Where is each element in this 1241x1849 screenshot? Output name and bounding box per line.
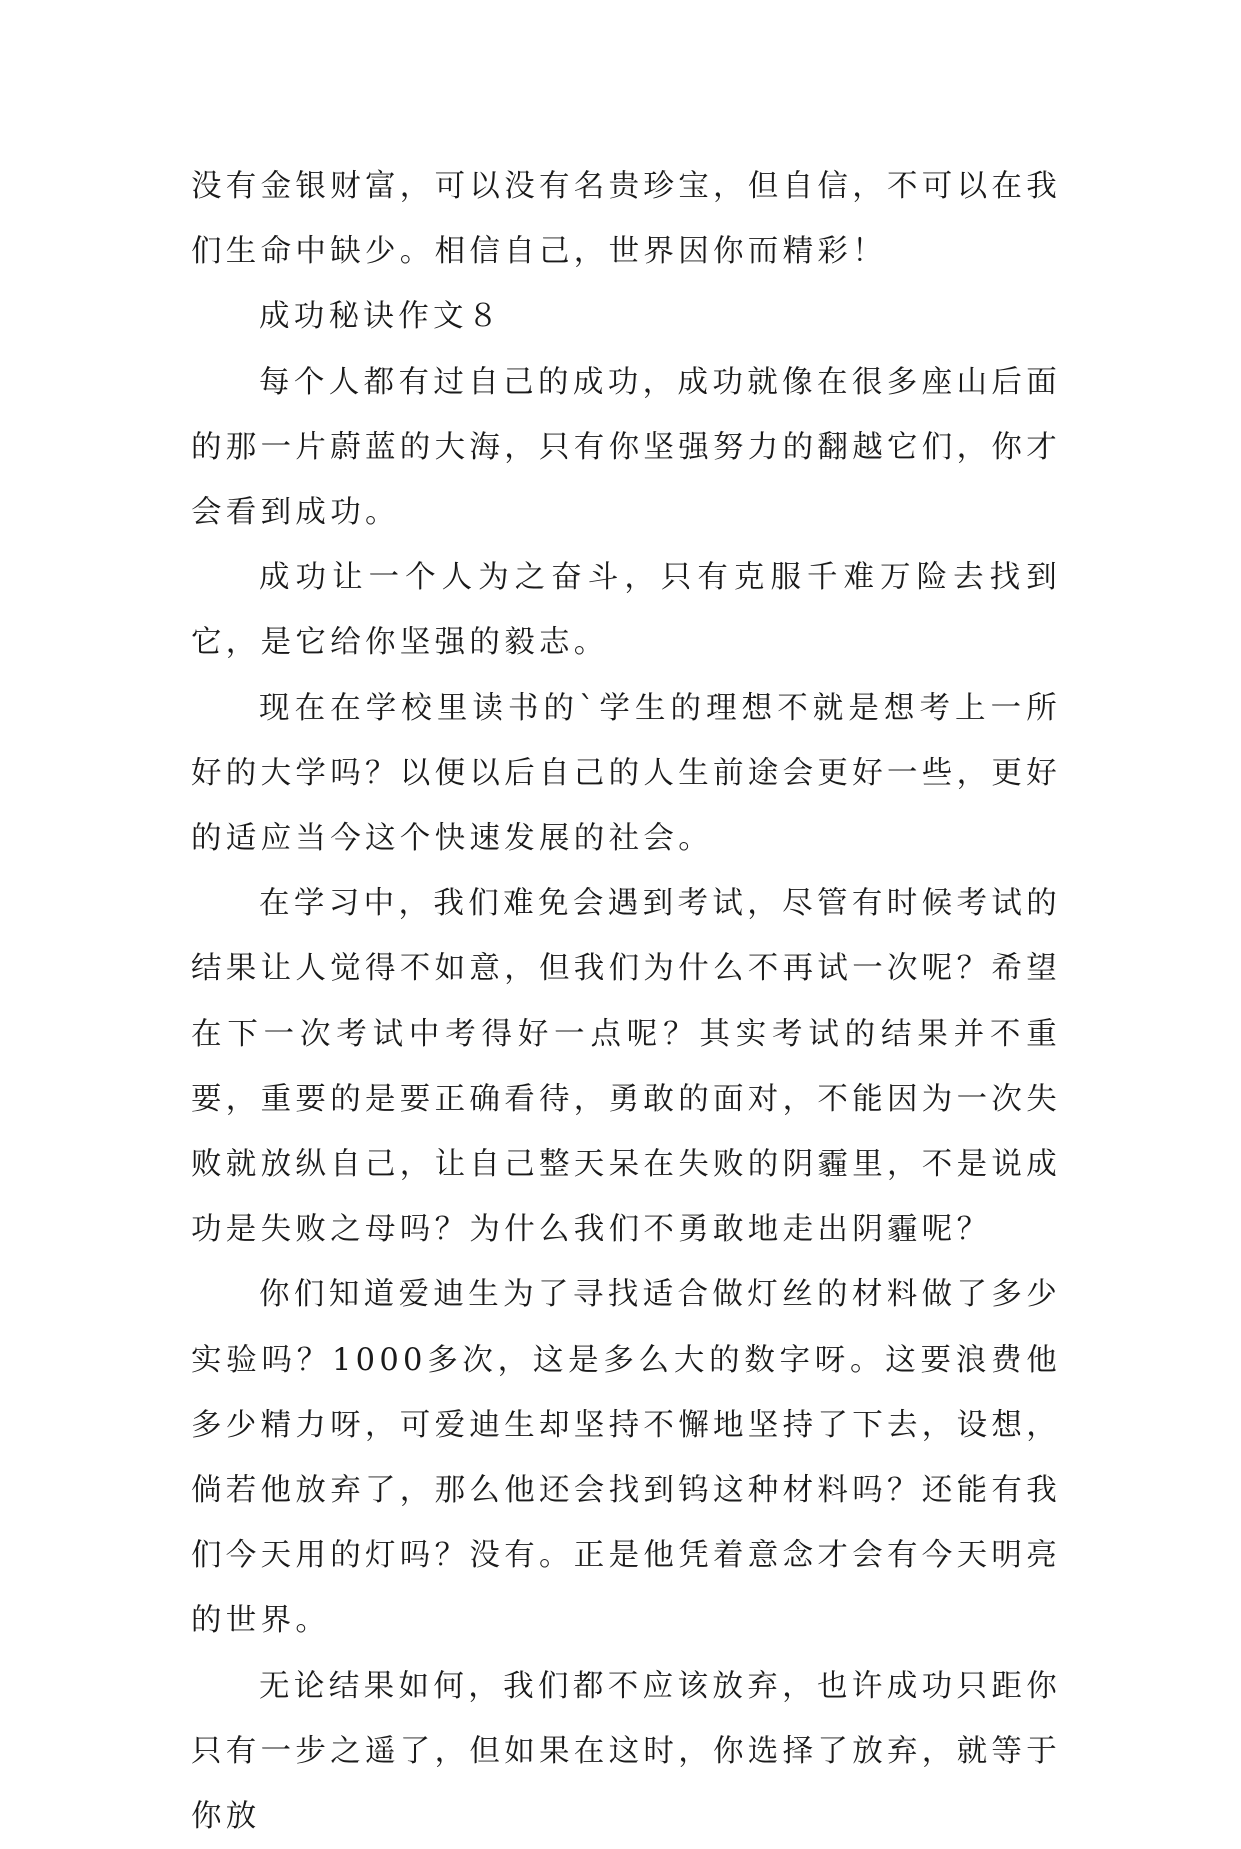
section-heading: 成功秘诀作文８ <box>259 299 503 335</box>
paragraph: 你们知道爱迪生为了寻找适合做灯丝的材料做了多少实验吗？1000多次，这是多么大的数字呀。这要浪费他多少精力呀，可爱迪生却坚持不懈地坚持了下去，设想，倘若他放弃了，那么他还会找到钨这种材料吗？还能有我们今天用的灯吗？没有。正是他凭着意念才会有今天明亮的世界。 <box>191 1277 1061 1639</box>
paragraph: 成功让一个人为之奋斗，只有克服千难万险去找到它，是它给你坚强的毅志。 <box>191 560 1061 661</box>
document-body <box>191 154 1061 1849</box>
paragraph: 每个人都有过自己的成功，成功就像在很多座山后面的那一片蔚蓝的大海，只有你坚强努力的翻越它们，你才会看到成功。 <box>191 364 1061 531</box>
paragraph: 没有金银财富，可以没有名贵珍宝，但自信，不可以在我们生命中缺少。相信自己，世界因你而精彩！ <box>191 169 1061 270</box>
paragraph: 无论结果如何，我们都不应该放弃，也许成功只距你只有一步之遥了，但如果在这时，你选择了放弃，就等于你放 <box>191 1668 1061 1835</box>
paragraph: 在学习中，我们难免会遇到考试，尽管有时候考试的结果让人觉得不如意，但我们为什么不再试一次呢？希望在下一次考试中考得好一点呢？其实考试的结果并不重要，重要的是要正确看待，勇敢的面对，不能因为一次失败就放纵自己，让自己整天呆在失败的阴霾里，不是说成功是失败之母吗？为什么我们不勇敢地走出阴霾呢？ <box>191 886 1061 1248</box>
paragraph: 现在在学校里读书的`学生的理想不就是想考上一所好的大学吗？以便以后自己的人生前途会更好一些，更好的适应当今这个快速发展的社会。 <box>191 690 1061 857</box>
